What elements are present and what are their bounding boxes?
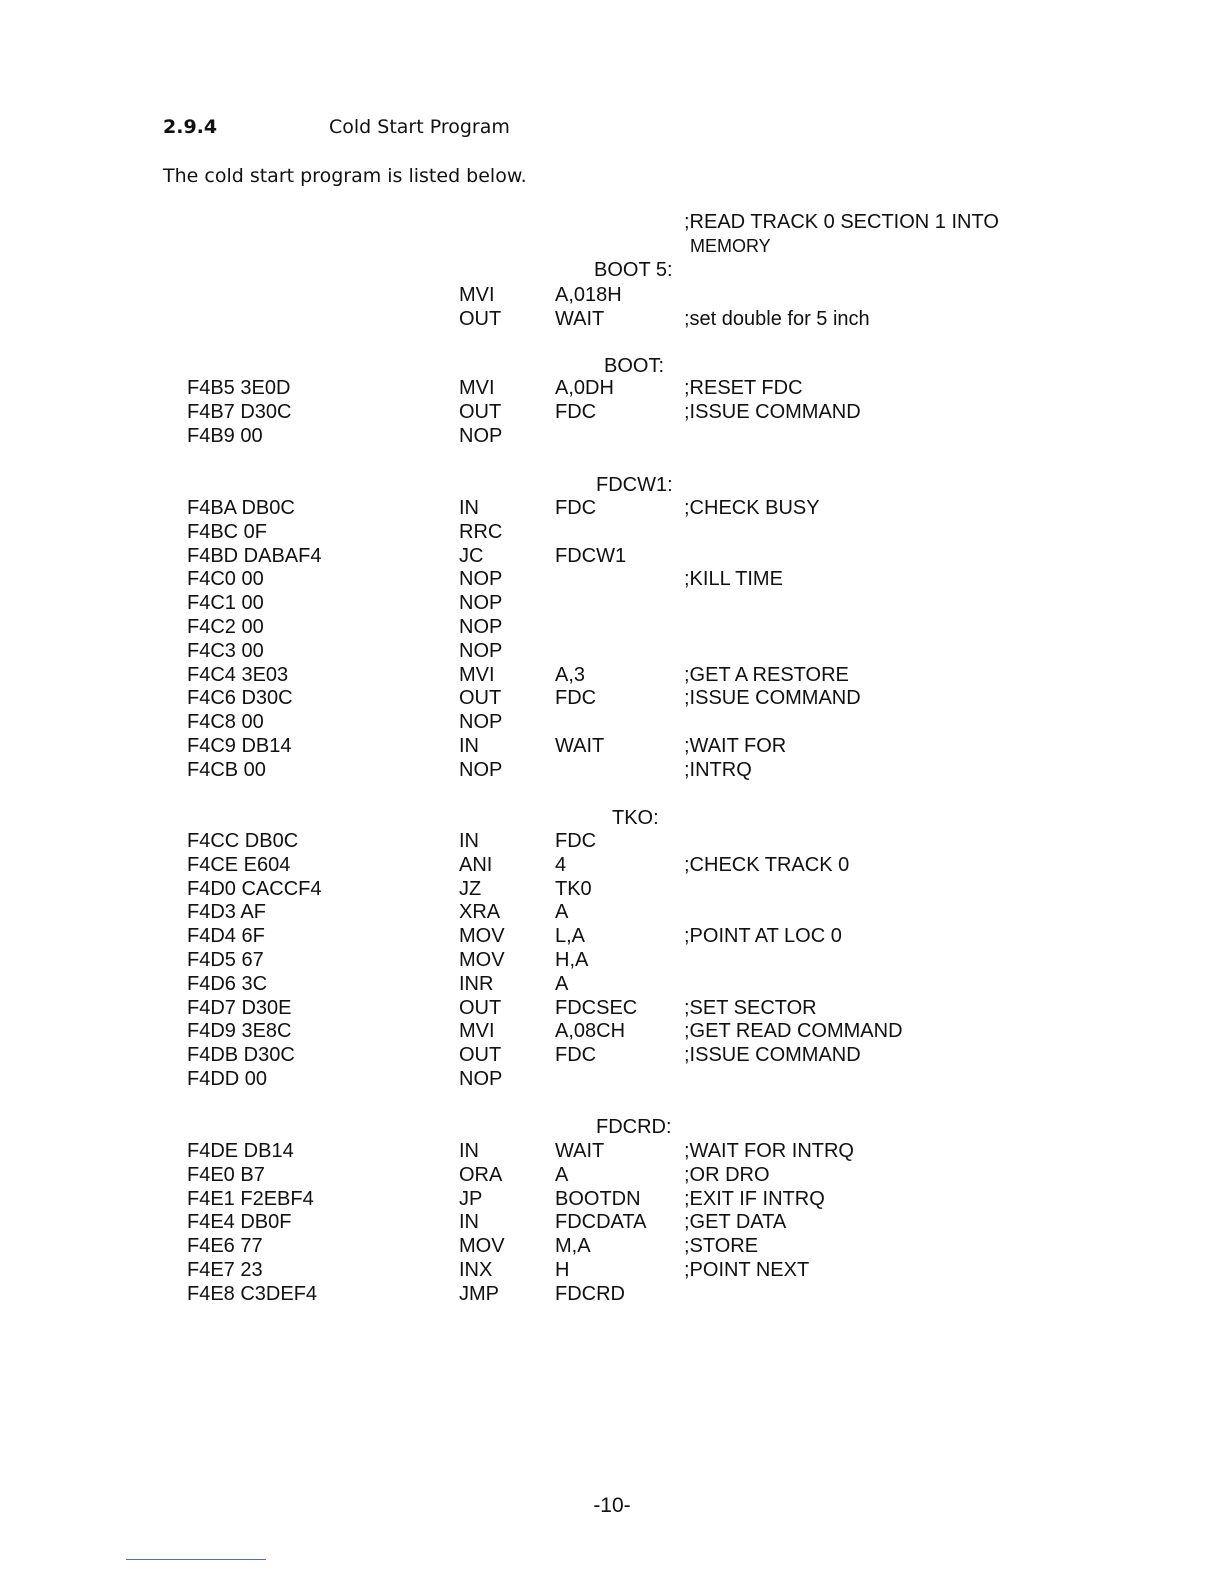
section-number: 2.9.4 [163,116,218,138]
code-opcode: NOP [459,424,503,447]
code-operand: FDCW1 [555,544,627,567]
code-opcode: OUT [459,687,502,710]
footnote-rule [126,1559,266,1560]
code-opcode: JMP [459,1282,499,1305]
code-opcode: MVI [459,663,495,686]
code-opcode: RRC [459,520,503,543]
code-address: F4DD 00 [187,1068,268,1090]
code-comment: ;GET A RESTORE [684,663,849,686]
code-opcode: JZ [459,877,482,900]
code-address: F4C4 3E03 [187,663,289,686]
code-comment: ;set double for 5 inch [684,307,870,330]
code-opcode: IN [459,830,479,852]
code-opcode: ORA [459,1163,503,1186]
label-tko: TKO: [612,807,659,829]
code-operand: FDC [555,497,597,519]
code-address: F4E1 F2EBF4 [187,1187,314,1210]
code-operand: L,A [555,925,586,948]
code-comment: ;WAIT FOR INTRQ [684,1140,854,1162]
code-comment: ;ISSUE COMMAND [684,687,861,710]
code-address: F4B9 00 [187,424,263,447]
code-opcode: ANI [459,853,493,876]
code-opcode: IN [459,1140,479,1162]
code-address: F4D7 D30E [187,996,292,1019]
code-operand: A [555,972,569,995]
code-opcode: MVI [459,1020,495,1043]
label-boot: BOOT: [604,355,665,377]
code-address: F4D6 3C [187,972,268,995]
code-operand: WAIT [555,735,605,757]
code-address: F4D3 AF [187,901,266,924]
code-operand: A,3 [555,663,586,686]
code-comment: ;KILL TIME [684,568,783,591]
code-opcode: OUT [459,996,502,1019]
page-number: -10- [593,1494,631,1517]
code-opcode: IN [459,497,479,519]
code-address: F4B7 D30C [187,400,292,423]
label-fdcrd: FDCRD: [596,1116,672,1138]
code-address: F4E7 23 [187,1259,263,1281]
code-operand: WAIT [555,1140,605,1162]
code-operand: FDC [555,687,597,710]
code-operand: WAIT [555,307,605,330]
header-comment-line1: ;READ TRACK 0 SECTION 1 INTO [684,211,999,233]
code-comment: ;EXIT IF INTRQ [684,1187,825,1210]
code-comment: ;POINT NEXT [684,1259,810,1281]
code-opcode: NOP [459,616,503,638]
section-title: Cold Start Program [329,116,510,138]
code-opcode: MOV [459,949,505,971]
code-opcode: NOP [459,1068,503,1090]
code-opcode: JC [459,544,484,567]
code-address: F4BC 0F [187,520,268,543]
code-comment: ;INTRQ [684,758,752,781]
code-opcode: MOV [459,1235,505,1258]
code-address: F4CC DB0C [187,830,299,852]
code-operand: BOOTDN [555,1187,641,1210]
code-comment: ;GET READ COMMAND [684,1020,903,1043]
code-operand: FDCSEC [555,996,638,1019]
code-opcode: OUT [459,400,502,423]
code-comment: ;STORE [684,1235,759,1258]
code-opcode: IN [459,1211,479,1234]
code-address: F4BD DABAF4 [187,544,322,567]
code-address: F4DB D30C [187,1044,295,1067]
code-address: F4C9 DB14 [187,735,292,757]
code-opcode: JP [459,1187,483,1210]
code-opcode: XRA [459,901,501,924]
code-operand: FDCDATA [555,1211,647,1234]
code-comment: ;WAIT FOR [684,735,787,757]
code-address: F4E6 77 [187,1235,263,1258]
code-opcode: NOP [459,758,503,781]
code-operand: TK0 [555,877,592,900]
code-address: F4CB 00 [187,758,266,781]
code-address: F4C0 00 [187,568,264,591]
code-operand: M,A [555,1235,591,1258]
code-address: F4D0 CACCF4 [187,877,322,900]
code-opcode: NOP [459,592,503,615]
code-address: F4DE DB14 [187,1140,294,1162]
code-operand: FDC [555,830,597,852]
code-operand: H [555,1259,570,1281]
code-address: F4C1 00 [187,592,264,615]
code-opcode: OUT [459,307,502,330]
code-address: F4E0 B7 [187,1163,265,1186]
code-address: F4CE E604 [187,853,291,876]
code-comment: ;CHECK TRACK 0 [684,853,850,876]
code-comment: ;POINT AT LOC 0 [684,925,842,948]
header-comment-line2: MEMORY [690,236,771,256]
code-opcode: NOP [459,711,503,734]
code-operand: FDCRD [555,1282,625,1305]
intro-paragraph: The cold start program is listed below. [163,165,527,187]
code-address: F4C3 00 [187,639,264,662]
code-address: F4D9 3E8C [187,1020,292,1043]
label-fdcw1: FDCW1: [596,474,673,496]
code-address: F4C6 D30C [187,687,293,710]
code-opcode: MVI [459,284,495,306]
code-address: F4C2 00 [187,616,264,638]
code-operand: FDC [555,400,597,423]
code-comment: ;OR DRO [684,1163,770,1186]
code-comment: ;GET DATA [684,1211,787,1234]
code-operand: A [555,1163,569,1186]
code-operand: A [555,901,569,924]
code-operand: H,A [555,949,589,971]
code-comment: ;CHECK BUSY [684,497,820,519]
code-operand: A,0DH [555,377,614,399]
code-address: F4E8 C3DEF4 [187,1282,318,1305]
code-opcode: MVI [459,377,495,399]
code-address: F4B5 3E0D [187,377,291,399]
code-opcode: MOV [459,925,505,948]
code-operand: FDC [555,1044,597,1067]
code-comment: ;RESET FDC [684,377,803,399]
code-opcode: INX [459,1259,493,1281]
code-address: F4BA DB0C [187,497,295,519]
code-opcode: NOP [459,639,503,662]
label-boot5: BOOT 5: [594,259,673,281]
code-opcode: INR [459,972,494,995]
code-operand: 4 [555,853,567,876]
code-comment: ;ISSUE COMMAND [684,1044,861,1067]
code-opcode: NOP [459,568,503,591]
code-address: F4E4 DB0F [187,1211,292,1234]
code-opcode: OUT [459,1044,502,1067]
code-address: F4D5 67 [187,949,264,971]
code-operand: A,018H [555,284,622,306]
code-comment: ;SET SECTOR [684,996,817,1019]
code-comment: ;ISSUE COMMAND [684,400,861,423]
code-opcode: IN [459,735,479,757]
code-address: F4D4 6F [187,925,265,948]
code-address: F4C8 00 [187,711,264,734]
code-operand: A,08CH [555,1020,626,1043]
